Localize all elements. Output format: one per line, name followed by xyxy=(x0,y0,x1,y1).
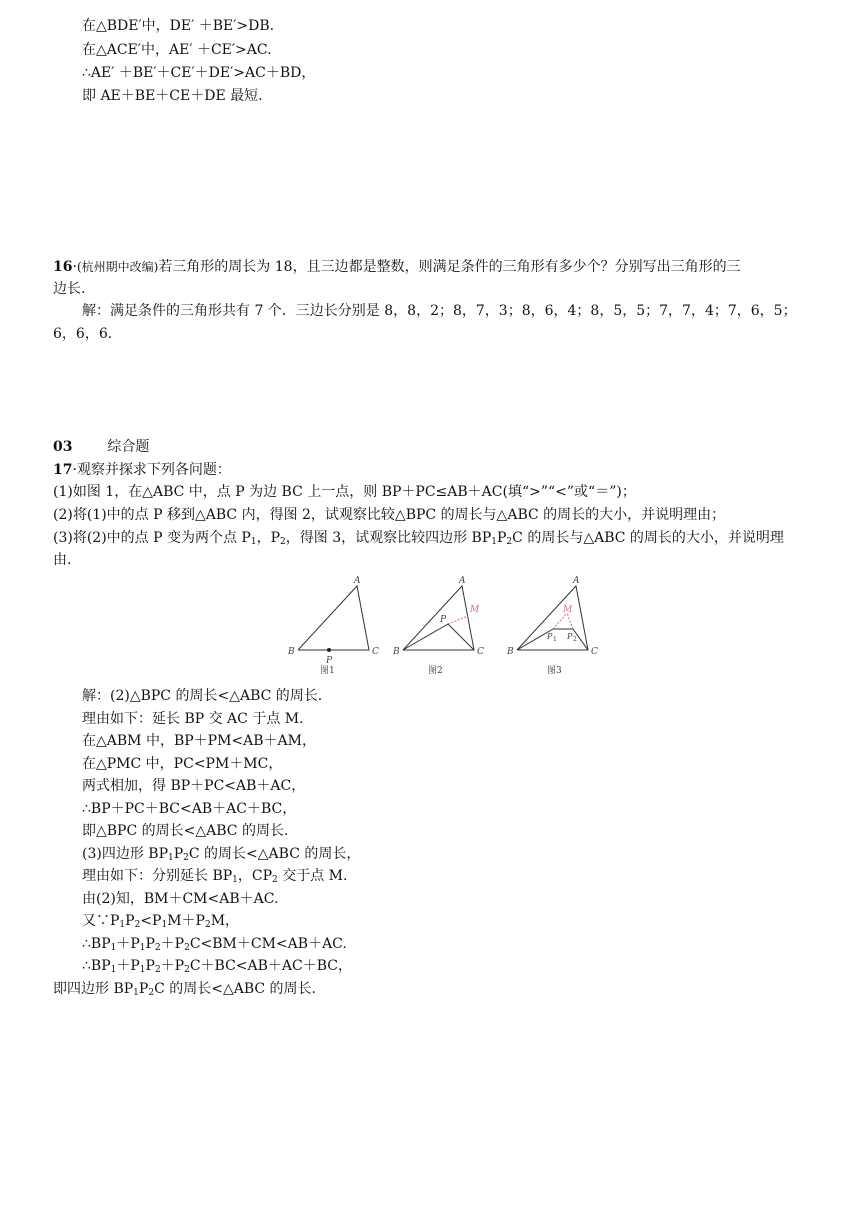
question-17-part-3: (3)将(2)中的点 P 变为两个点 $P_1$，$P_2$，得图 3，试观察比较四边形 $BP_1P_2C$ 的周长与△ABC 的周长的大小，并说明理 xyxy=(53,530,784,547)
figures xyxy=(285,572,615,682)
label-c-2: C xyxy=(477,647,484,657)
label-p-1: P xyxy=(326,656,333,666)
label-p2-3: P xyxy=(567,632,573,641)
figure-3 xyxy=(506,576,598,676)
solution-line-3: 在△ABM 中，BP＋PM<AB＋AM， xyxy=(82,733,316,749)
label-p1-3: P xyxy=(547,632,553,641)
solution-line-14: 即四边形 $BP_1P_2C$ 的周长<△ABC 的周长. xyxy=(53,981,316,998)
point-p-1 xyxy=(327,648,331,652)
solution-line-12: $\therefore BP_1+P_1P_2+P_2C<BM+CM<AB+AC$. xyxy=(82,936,347,953)
answer-16-line-1: 解：满足条件的三角形共有 7 个．三边长分别是 8，8，2；8，7，3；8，6，4；8，5，5；7，7，4；7，6，5； xyxy=(82,303,797,319)
solution-line-2: 理由如下：延长 BP 交 AC 于点 M. xyxy=(82,711,304,727)
extension-p2m-3 xyxy=(567,613,573,629)
label-p-2: P xyxy=(440,615,447,625)
solution-line-7: 即△BPC 的周长<△ABC 的周长. xyxy=(82,823,289,839)
triangle-abc-1 xyxy=(298,586,369,650)
proof-line-2: 在△ACE′中，AE′ ＋CE′>AC. xyxy=(82,42,272,58)
solution-line-9: 理由如下：分别延长 $BP_1$，$CP_2$ 交于点 M. xyxy=(82,868,348,885)
triangle-bpc-2 xyxy=(403,624,474,650)
section-title: 综合题 xyxy=(107,439,150,455)
solution-line-13: $\therefore BP_1+P_1P_2+P_2C+BC<AB+AC+BC$， xyxy=(82,958,353,975)
extension-p1m-3 xyxy=(553,613,567,629)
triangle-abc-2 xyxy=(403,586,474,650)
label-a-1: A xyxy=(354,576,361,586)
proof-line-1: 在△BDE′中，DE′ ＋BE′>DB. xyxy=(82,18,275,34)
figures-svg xyxy=(285,572,615,682)
question-16-cont: 边长. xyxy=(53,281,86,297)
label-b-1: B xyxy=(288,647,295,657)
proof-line-4: 即 AE＋BE＋CE＋DE 最短. xyxy=(82,88,263,104)
question-text: 观察并探求下列各问题： xyxy=(76,462,231,478)
label-c-3: C xyxy=(591,647,598,657)
question-number: 17 xyxy=(53,462,73,478)
label-b-2: B xyxy=(393,647,400,657)
question-number: 16 xyxy=(53,259,73,275)
caption-2: 图2 xyxy=(428,666,443,676)
question-17-part-3-cont: 由. xyxy=(53,552,72,568)
solution-line-1: 解：(2)△BPC 的周长<△ABC 的周长. xyxy=(82,688,323,704)
figure-2 xyxy=(392,576,484,676)
label-p2-sub-3: 2 xyxy=(573,636,577,643)
section-number: 03 xyxy=(53,439,73,455)
caption-1: 图1 xyxy=(320,666,335,676)
solution-line-11: 又$\because P_1P_2<P_1M+P_2M$， xyxy=(82,913,240,930)
question-source: (杭州期中改编) xyxy=(76,260,159,274)
question-17-part-1: (1)如图 1，在△ABC 中，点 P 为边 BC 上一点，则 BP＋PC≤AB＋AC(填“>”“<”或“＝”)； xyxy=(53,484,636,500)
answer-16-line-2: 6，6，6. xyxy=(53,326,113,342)
caption-3: 图3 xyxy=(547,666,562,676)
question-text: 若三角形的周长为 18，且三边都是整数，则满足条件的三角形有多少个？分别写出三角形的三 xyxy=(158,259,741,275)
label-a-2: A xyxy=(459,576,466,586)
solution-line-8: (3)四边形 $BP_1P_2C$ 的周长<△ABC 的周长， xyxy=(82,846,361,863)
solution-line-10: 由(2)知，BM＋CM<AB＋AC. xyxy=(82,891,279,907)
question-17: 17·观察并探求下列各问题： xyxy=(53,462,231,478)
section-heading xyxy=(53,437,149,457)
proof-line-3: ∴AE′ ＋BE′＋CE′＋DE′>AC＋BD， xyxy=(82,65,316,81)
label-a-3: A xyxy=(573,576,580,586)
solution-line-6: ∴BP＋PC＋BC<AB＋AC＋BC， xyxy=(82,801,297,817)
label-p1-sub-3: 1 xyxy=(553,636,557,643)
label-b-3: B xyxy=(507,647,514,657)
label-m-3: M xyxy=(563,605,573,615)
question-16: 16·(杭州期中改编)若三角形的周长为 18，且三边都是整数，则满足条件的三角形有多少个？分别写出三角形的三 xyxy=(53,259,741,275)
solution-line-5: 两式相加，得 BP＋PC<AB＋AC， xyxy=(82,778,306,794)
extension-pm-2 xyxy=(448,616,468,624)
label-m-2: M xyxy=(470,605,480,615)
label-c-1: C xyxy=(372,647,379,657)
solution-line-4: 在△PMC 中，PC<PM＋MC， xyxy=(82,756,283,772)
figure-1 xyxy=(287,576,379,676)
question-17-part-2: (2)将(1)中的点 P 移到△ABC 内，得图 2，试观察比较△BPC 的周长与△ABC 的周长的大小，并说明理由； xyxy=(53,507,726,523)
